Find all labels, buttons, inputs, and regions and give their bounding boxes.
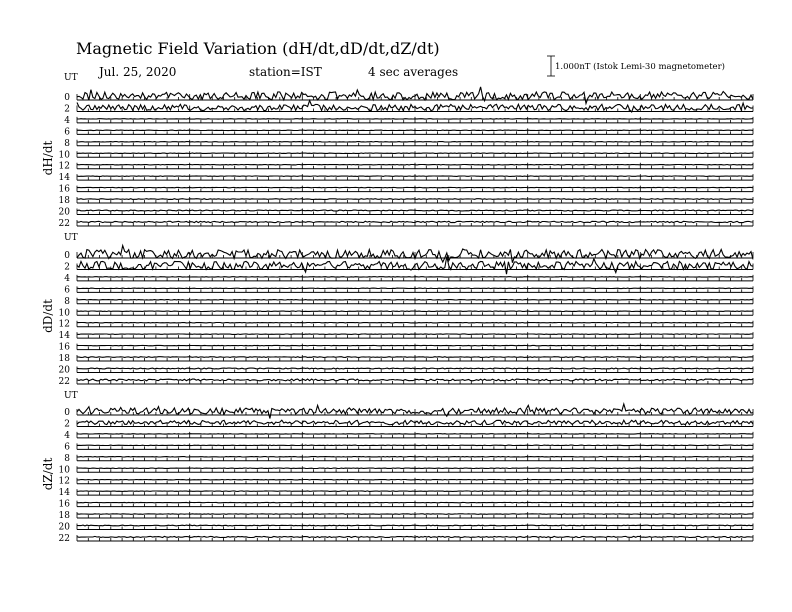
row-minute-ticks: [77, 367, 753, 373]
scale-bar: [547, 56, 725, 76]
row-minute-ticks: [77, 309, 753, 315]
ut-axis-title: UT: [64, 391, 78, 401]
row-trace: [77, 514, 753, 515]
hour-tick-label: 12: [58, 161, 70, 172]
row-trace: [77, 491, 753, 492]
hour-tick-label: 18: [58, 196, 70, 207]
row-minute-ticks: [77, 209, 753, 215]
row-minute-ticks: [77, 344, 753, 350]
panel-dz-dt: [41, 391, 753, 544]
hour-tick-label: 12: [58, 319, 70, 330]
row-minute-ticks: [77, 186, 753, 192]
row-trace: [77, 130, 753, 131]
row-minute-ticks: [77, 466, 753, 472]
row-trace: [77, 210, 753, 211]
row-minute-ticks: [77, 455, 753, 461]
row-trace: [77, 311, 753, 312]
hour-tick-label: 10: [58, 308, 70, 319]
hour-tick-label: 0: [64, 93, 70, 103]
ut-axis-title: UT: [64, 73, 78, 83]
hour-tick-label: 16: [58, 184, 70, 195]
row-minute-ticks: [77, 275, 753, 281]
row-minute-ticks: [77, 432, 753, 438]
hour-tick-label: 18: [58, 354, 70, 365]
panel-ylabel: dZ/dt: [41, 457, 55, 491]
hour-tick-label: 4: [64, 430, 70, 441]
row-trace: [77, 176, 753, 177]
panel-dh-dt: [41, 73, 753, 229]
row-minute-ticks: [77, 501, 753, 507]
hour-tick-label: 20: [58, 365, 70, 376]
row-trace: [77, 334, 753, 335]
hour-tick-label: 18: [58, 511, 70, 522]
hour-tick-label: 6: [64, 442, 70, 453]
row-minute-ticks: [77, 478, 753, 484]
row-minute-ticks: [77, 128, 753, 134]
hour-tick-label: 2: [64, 104, 70, 115]
row-minute-ticks: [77, 151, 753, 157]
chart-title: Magnetic Field Variation (dH/dt,dD/dt,dZ/dt): [76, 39, 440, 58]
hour-tick-label: 14: [58, 173, 70, 184]
scale-bar-label: 1.000nT (Istok Lemi-30 magnetometer): [555, 62, 725, 72]
row-trace: [77, 199, 753, 200]
hour-tick-label: 8: [64, 453, 70, 464]
row-minute-ticks: [77, 163, 753, 169]
hour-tick-label: 4: [64, 273, 70, 284]
panel-ylabel: dD/dt: [41, 299, 55, 333]
hour-tick-label: 0: [64, 251, 70, 261]
hour-tick-label: 22: [58, 376, 70, 387]
row-minute-ticks: [77, 321, 753, 327]
hour-tick-label: 6: [64, 127, 70, 138]
row-trace: [77, 525, 753, 526]
row-minute-ticks: [77, 489, 753, 495]
hour-tick-label: 4: [64, 115, 70, 126]
hour-tick-label: 8: [64, 138, 70, 149]
row-minute-ticks: [77, 332, 753, 338]
hour-tick-label: 10: [58, 465, 70, 476]
panels: [41, 73, 753, 544]
row-minute-ticks: [77, 286, 753, 292]
hour-tick-label: 20: [58, 522, 70, 533]
averaging-label: 4 sec averages: [368, 65, 459, 79]
row-minute-ticks: [77, 197, 753, 203]
row-minute-ticks: [77, 355, 753, 361]
hour-tick-label: 8: [64, 296, 70, 307]
station-label: station=IST: [249, 65, 322, 79]
row-trace: [77, 153, 753, 154]
hour-tick-label: 20: [58, 207, 70, 218]
row-trace: [77, 445, 753, 446]
hour-tick-label: 16: [58, 342, 70, 353]
date-label: Jul. 25, 2020: [99, 65, 177, 79]
row-minute-ticks: [77, 140, 753, 146]
hour-tick-label: 2: [64, 262, 70, 273]
row-minute-ticks: [77, 378, 753, 384]
row-minute-ticks: [77, 443, 753, 449]
hour-tick-label: 22: [58, 533, 70, 544]
hour-tick-label: 16: [58, 499, 70, 510]
hour-tick-label: 6: [64, 285, 70, 296]
hour-tick-label: 14: [58, 488, 70, 499]
panel-ylabel: dH/dt: [41, 140, 55, 176]
hour-tick-label: 14: [58, 331, 70, 342]
row-trace: [77, 468, 753, 469]
row-minute-ticks: [77, 298, 753, 304]
hour-tick-label: 22: [58, 218, 70, 229]
row-minute-ticks: [77, 174, 753, 180]
ut-axis-title: UT: [64, 233, 78, 243]
hour-tick-label: 10: [58, 150, 70, 161]
row-minute-ticks: [77, 524, 753, 530]
hour-tick-label: 0: [64, 408, 70, 418]
row-trace: [77, 288, 753, 289]
row-minute-ticks: [77, 512, 753, 518]
hour-tick-label: 12: [58, 476, 70, 487]
row-minute-ticks: [77, 117, 753, 123]
row-trace: [77, 357, 753, 358]
hour-tick-label: 2: [64, 419, 70, 430]
panel-dd-dt: [41, 233, 753, 387]
